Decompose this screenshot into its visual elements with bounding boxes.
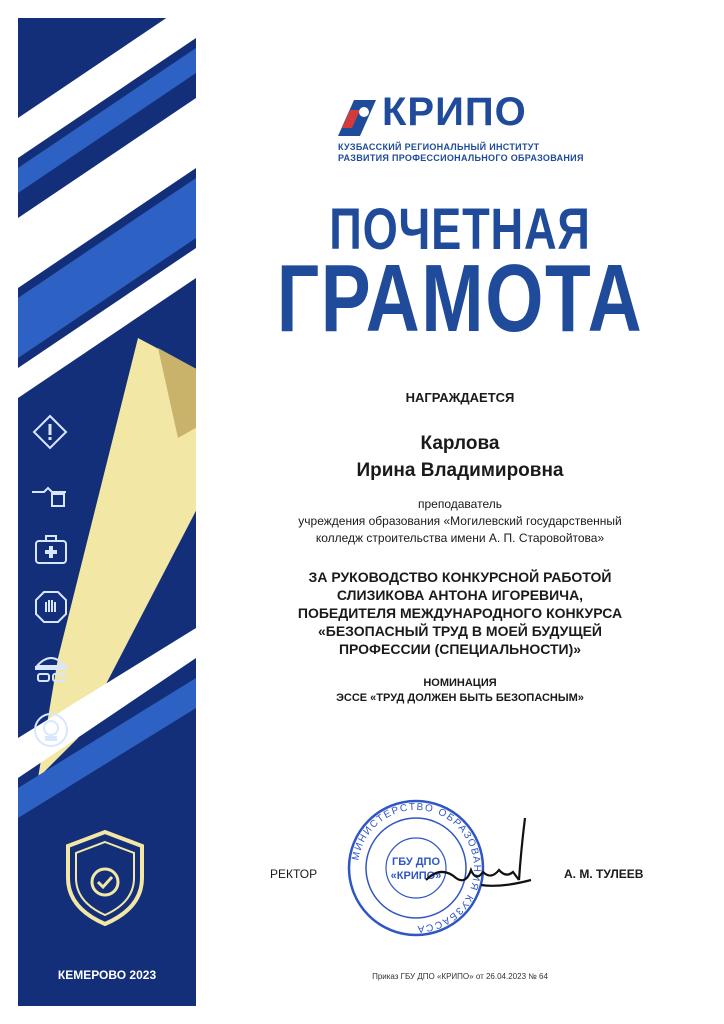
signatory-title: РЕКТОР [270,867,318,881]
logo-name: КРИПО [382,90,527,134]
left-decorative-band [18,18,196,1006]
city-year: КЕМЕРОВО 2023 [57,968,157,982]
role-line: колледж строительства имени А. П. Старовойтова» [315,531,605,545]
logo-subtitle-line: КУЗБАССКИЙ РЕГИОНАЛЬНЫЙ ИНСТИТУТ [338,142,540,152]
shield-check-icon [62,828,148,928]
logo-subtitle [338,142,584,164]
reason-line: ЗА РУКОВОДСТВО КОНКУРСНОЙ РАБОТОЙ [308,569,612,585]
wrench-hand-icon [30,480,70,510]
logo [336,90,586,163]
signatory-name: А. М. ТУЛЕЕВ [564,867,644,881]
title-line2: ГРАМОТА [276,245,644,352]
respirator-icon [33,712,69,748]
certificate-content [196,0,724,1024]
logo-subtitle-line: РАЗВИТИЯ ПРОФЕССИОНАЛЬНОГО ОБРАЗОВАНИЯ [338,153,584,163]
logo-emblem-icon [336,98,378,138]
stop-hand-icon [34,590,68,624]
nomination-label: НОМИНАЦИЯ [423,677,497,689]
nomination [196,676,724,706]
helmet-goggles-icon [32,648,70,686]
stamp-center-line: ГБУ ДПО [391,856,441,868]
reason-line: ПРОФЕССИИ (СПЕЦИАЛЬНОСТИ)» [338,641,582,657]
first-aid-icon [34,534,68,566]
award-reason [196,568,724,658]
nomination-value: ЭССЕ «ТРУД ДОЛЖЕН БЫТЬ БЕЗОПАСНЫМ» [336,692,584,704]
reason-line: ПОБЕДИТЕЛЯ МЕЖДУНАРОДНОГО КОНКУРСА [297,605,623,621]
order-reference: Приказ ГБУ ДПО «КРИПО» от 26.04.2023 № 64 [372,972,548,981]
recipient-given-names: Ирина Владимировна [356,460,564,481]
awarded-label: НАГРАЖДАЕТСЯ [405,390,515,405]
recipient-surname: Карлова [420,433,500,454]
reason-line: СЛИЗИКОВА АНТОНА ИГОРЕВИЧА, [336,587,584,603]
role-line: преподаватель [418,497,502,511]
handwritten-signature [421,810,551,900]
reason-line: «БЕЗОПАСНЫЙ ТРУД В МОЕЙ БУДУЩЕЙ [317,623,602,639]
stamp-outer-text: МИНИСТЕРСТВО ОБРАЗОВАНИЯ КУЗБАССА [350,801,483,935]
stamp-center-line: «КРИПО» [390,870,442,882]
warning-icon [32,414,68,450]
title-line1: ПОЧЕТНАЯ [329,197,591,262]
recipient-role [196,496,724,547]
role-line: учреждения образования «Могилевский государственный [298,514,622,528]
